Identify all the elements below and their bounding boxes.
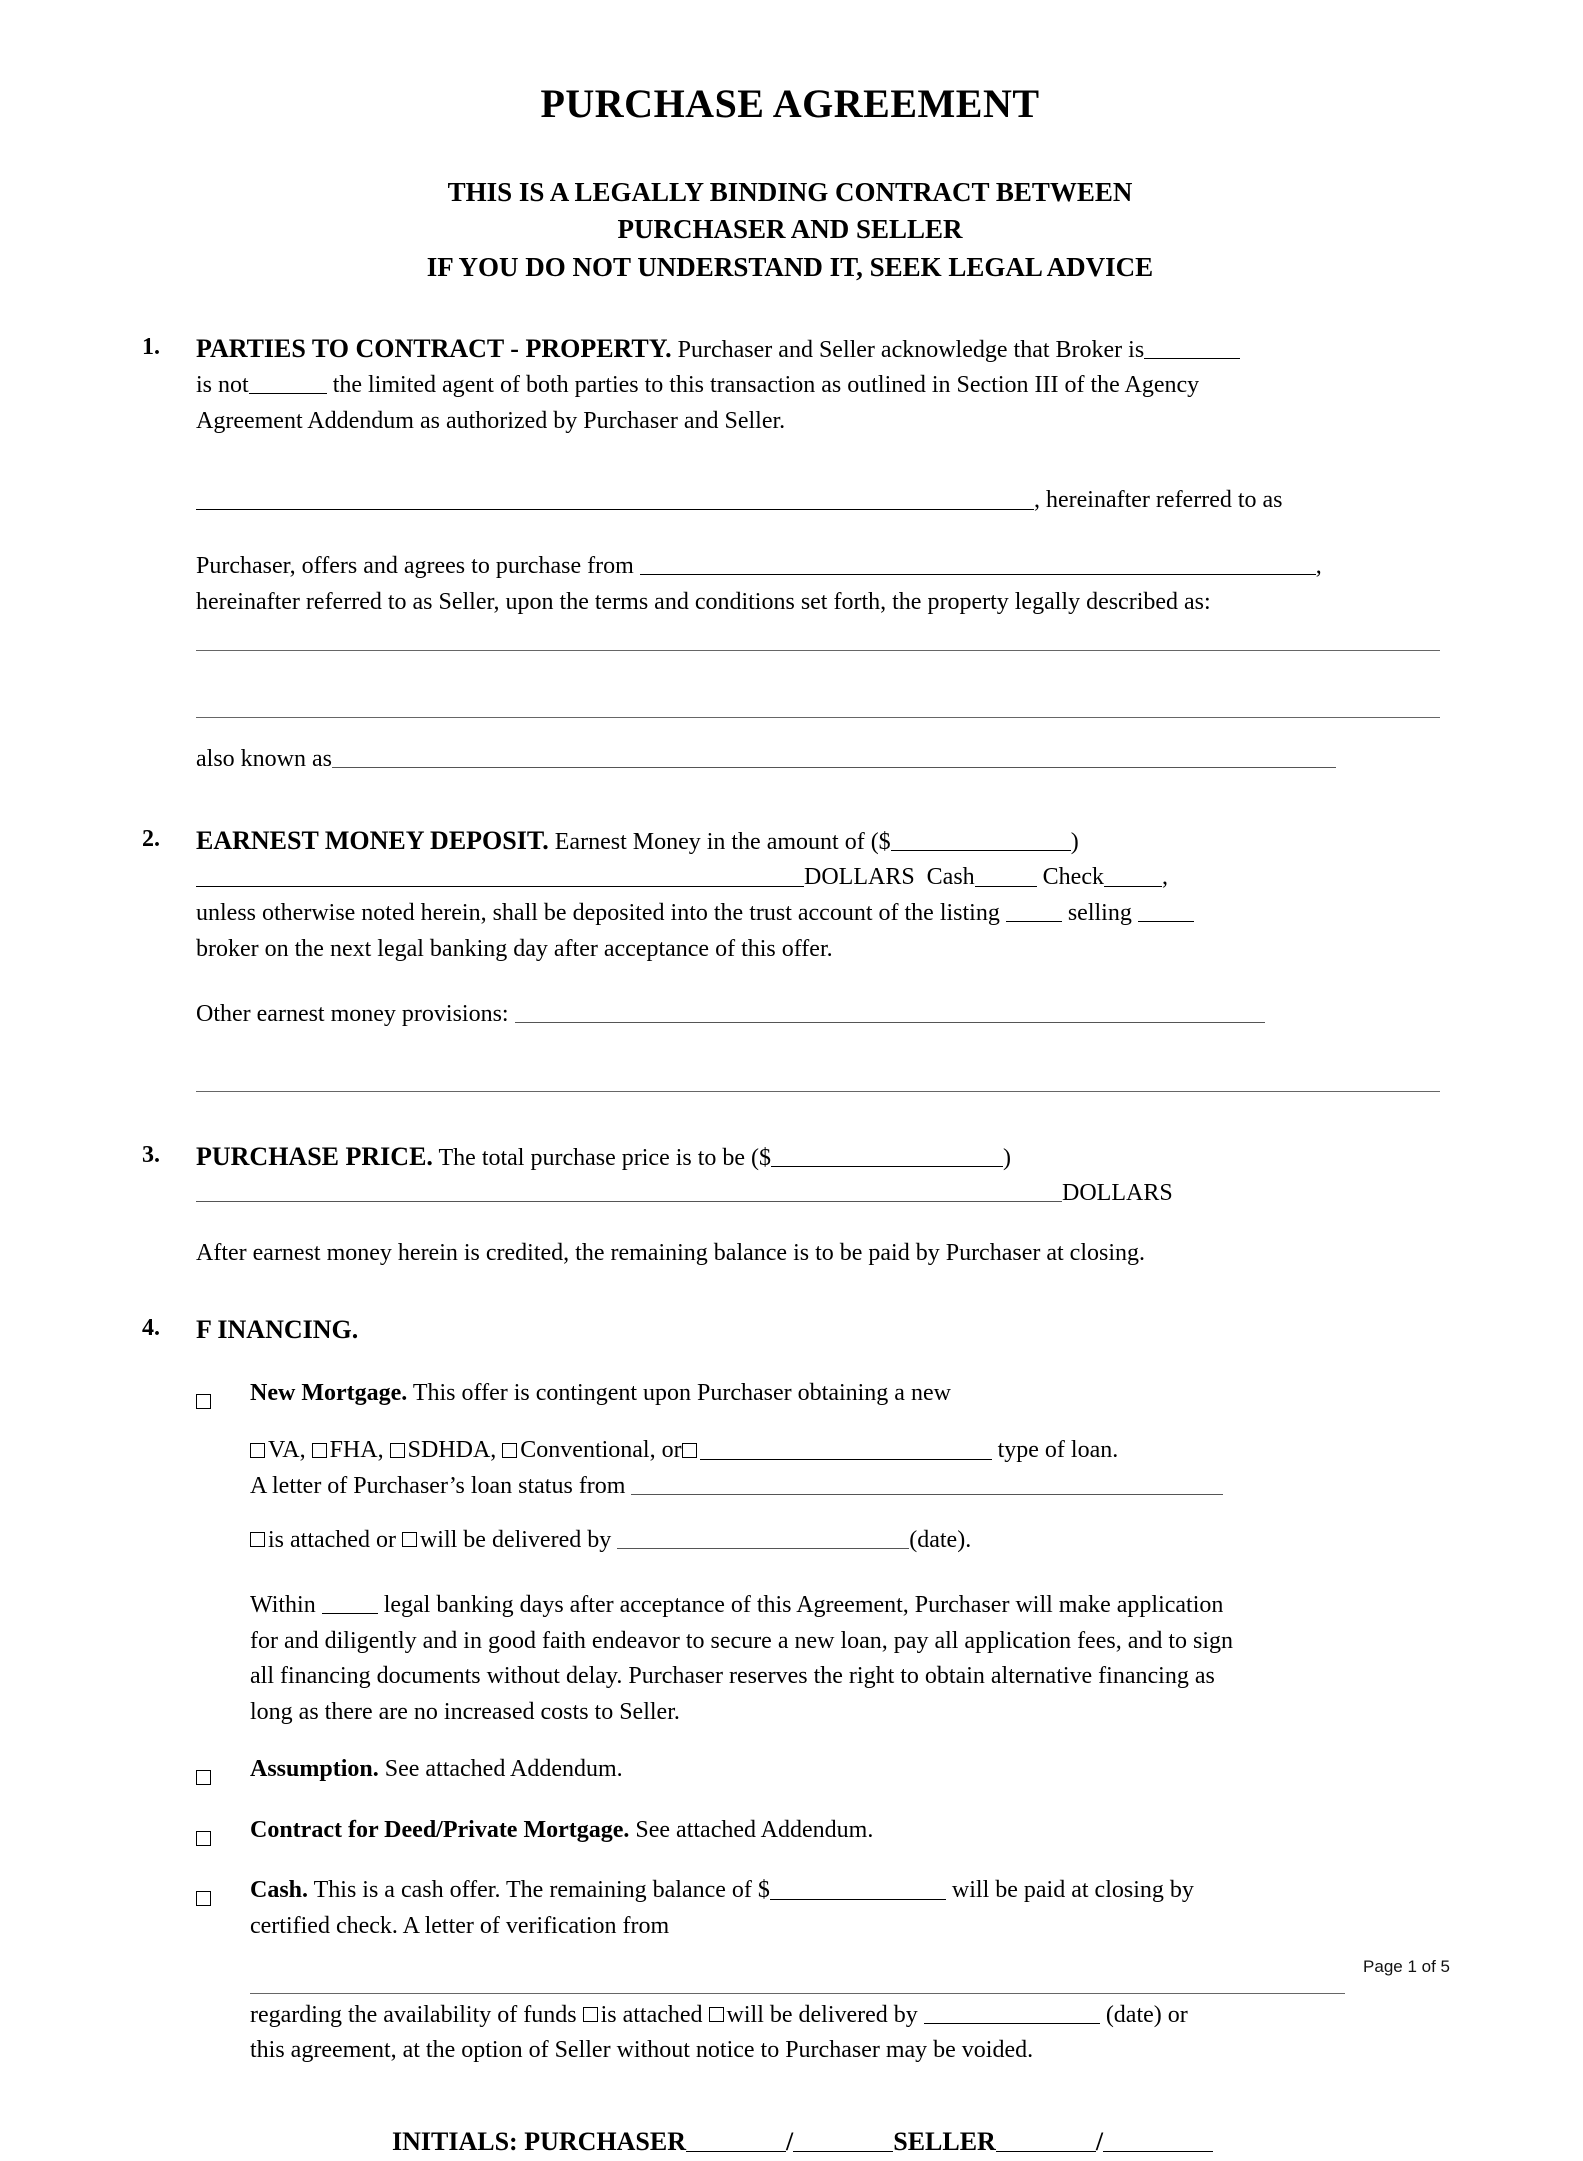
cash-label: Cash. <box>250 1877 309 1904</box>
selling-blank[interactable] <box>1138 896 1194 922</box>
type-of-loan-label: type of loan. <box>997 1437 1119 1464</box>
clause-1-heading: PARTIES TO CONTRACT - PROPERTY. <box>196 333 672 363</box>
cash-line-2: certified check. A letter of verification from <box>250 1913 670 1940</box>
listing-blank[interactable] <box>1006 896 1062 922</box>
letter-date-label: (date). <box>909 1526 972 1553</box>
funds-date-label: (date) or <box>1105 2001 1188 2028</box>
purchase-price-blank[interactable] <box>771 1141 1003 1167</box>
financing-para-line-3: all financing documents without delay. Purchaser reserves the right to obtain alternative financing as <box>250 1663 1215 1690</box>
cash-line-3 <box>250 1998 1440 2034</box>
other-provisions-line-2[interactable] <box>196 1091 1440 1092</box>
purchase-price-label: The total purchase price is to be ($ <box>438 1144 772 1171</box>
clause-1-line-2 <box>196 368 1440 404</box>
earnest-trailing-comma: , <box>1161 864 1168 891</box>
unless-otherwise-label: unless otherwise noted herein, shall be deposited into the trust account of the listing <box>196 900 1000 927</box>
new-mortgage-line-1 <box>250 1376 1440 1412</box>
checkbox-icon-fha[interactable] <box>312 1443 327 1458</box>
clause-1-line-3: Agreement Addendum as authorized by Purchaser and Seller. <box>196 407 786 434</box>
other-provisions-blank[interactable] <box>515 998 1265 1023</box>
clause-4-heading: F INANCING. <box>196 1315 359 1345</box>
clause-1-text-2: the limited agent of both parties to this transaction as outlined in Section III of the Agency <box>332 372 1200 399</box>
subtitle-line-2: PURCHASER AND SELLER <box>617 214 963 245</box>
new-mortgage-text: This offer is contingent upon Purchaser obtaining a new <box>412 1379 951 1406</box>
assumption-text: See attached Addendum. <box>384 1756 623 1783</box>
checkbox-icon-letter-attached[interactable] <box>250 1532 265 1547</box>
loan-option-conventional: Conventional, <box>520 1437 656 1464</box>
cash-text-2: will be paid at closing by <box>951 1877 1194 1904</box>
clause-4-heading-line <box>196 1311 1440 1350</box>
earnest-close-paren: ) <box>1070 828 1079 855</box>
regarding-funds-label: regarding the availability of funds <box>250 2001 577 2028</box>
also-known-as-line <box>196 742 1440 778</box>
cash-label: Cash <box>926 864 975 891</box>
contract-for-deed-line <box>250 1813 1440 1849</box>
initials-seller-label: SELLER <box>893 2126 996 2156</box>
purchaser-name-blank[interactable] <box>196 483 1034 509</box>
financing-option-assumption[interactable] <box>196 1752 1440 1797</box>
cash-line-1 <box>250 1873 1440 1909</box>
selling-label: selling <box>1067 900 1132 927</box>
contract-for-deed-text: See attached Addendum. <box>635 1816 874 1843</box>
clause-4-body <box>196 1311 1440 2161</box>
checkbox-icon-letter-delivered[interactable] <box>402 1532 417 1547</box>
within-days-blank[interactable] <box>322 1588 378 1614</box>
check-label: Check <box>1042 864 1104 891</box>
loan-option-va: VA, <box>268 1437 306 1464</box>
funds-date-blank[interactable] <box>924 1998 1100 2024</box>
hereinafter-label: , hereinafter referred to as <box>1034 487 1283 514</box>
financing-option-contract-for-deed[interactable] <box>196 1813 1440 1858</box>
loan-status-blank[interactable] <box>631 1470 1223 1495</box>
cash-body <box>250 1873 1440 2068</box>
new-mortgage-body <box>250 1376 1440 1731</box>
cash-checkbox-cell[interactable] <box>196 1873 250 1918</box>
is-not-blank[interactable] <box>249 368 327 394</box>
clause-1 <box>140 330 1440 778</box>
cash-line-4: this agreement, at the option of Seller without notice to Purchaser may be voided. <box>250 2037 1034 2064</box>
subtitle-line-3: IF YOU DO NOT UNDERSTAND IT, SEEK LEGAL ADVICE <box>426 251 1154 282</box>
cash-text-1: This is a cash offer. The remaining balance of $ <box>313 1877 770 1904</box>
contract-for-deed-checkbox-cell[interactable] <box>196 1813 250 1858</box>
initials-purchaser-label: INITIALS: PURCHASER <box>392 2126 686 2156</box>
checkbox-icon-conventional[interactable] <box>502 1443 517 1458</box>
loan-status-letter-line <box>250 1469 1440 1505</box>
within-days-line <box>250 1588 1440 1624</box>
financing-option-new-mortgage[interactable] <box>196 1376 1440 1731</box>
purchaser-offers-label: Purchaser, offers and agrees to purchase from <box>196 553 634 580</box>
clause-2-line-4: broker on the next legal banking day after acceptance of this offer. <box>196 935 833 962</box>
seller-name-comma: , <box>1315 553 1322 580</box>
seller-initial-2-blank[interactable] <box>1103 2124 1213 2152</box>
financing-option-cash[interactable] <box>196 1873 1440 2068</box>
checkbox-icon-funds-attached[interactable] <box>583 2007 598 2022</box>
clause-2-line-3 <box>196 896 1440 932</box>
letter-delivery-date-blank[interactable] <box>617 1524 909 1549</box>
checkbox-icon[interactable] <box>196 1394 211 1409</box>
letter-attached-label: is attached or <box>268 1526 396 1553</box>
broker-is-blank[interactable] <box>1144 333 1240 359</box>
checkbox-icon-sdhda[interactable] <box>390 1443 405 1458</box>
seller-name-blank[interactable] <box>640 549 1316 575</box>
letter-delivered-label: will be delivered by <box>419 1526 612 1553</box>
initials-slash-2: / <box>1095 2126 1104 2156</box>
loan-option-fha: FHA, <box>329 1437 384 1464</box>
checkbox-icon-va[interactable] <box>250 1443 265 1458</box>
clause-3-body <box>196 1138 1440 1272</box>
clause-1-number: 1. <box>142 333 160 360</box>
clause-2-heading: EARNEST MONEY DEPOSIT. <box>196 825 549 855</box>
loan-option-or: or <box>661 1437 682 1464</box>
legal-description-line-1[interactable] <box>196 650 1440 651</box>
financing-para-line-4: long as there are no increased costs to Seller. <box>250 1698 680 1725</box>
other-loan-type-blank[interactable] <box>700 1433 992 1459</box>
contract-for-deed-body <box>250 1813 1440 1849</box>
clause-4 <box>140 1311 1440 2161</box>
purchase-price-dollars: DOLLARS <box>1062 1180 1173 1207</box>
clause-2-body <box>196 822 1440 1092</box>
clause-1-seller-terms: hereinafter referred to as Seller, upon the terms and conditions set forth, the property legally described as: <box>196 588 1211 615</box>
clause-1-text-1: Purchaser and Seller acknowledge that Broker is <box>677 336 1145 363</box>
clause-3 <box>140 1138 1440 1272</box>
within-label: Within <box>250 1592 316 1619</box>
verification-source-blank[interactable] <box>250 1993 1345 1994</box>
clause-3-line-3: After earnest money herein is credited, the remaining balance is to be paid by Purchaser at closing. <box>196 1239 1145 1266</box>
clause-1-purchase-from-line <box>196 549 1440 585</box>
clause-2 <box>140 822 1440 1092</box>
financing-para-line-2: for and diligently and in good faith endeavor to secure a new loan, pay all application fees, and to sign <box>250 1627 1234 1654</box>
assumption-body <box>250 1752 1440 1788</box>
clause-4-number: 4. <box>142 1315 160 1342</box>
checkbox-icon[interactable] <box>196 1770 211 1785</box>
initials-slash-1: / <box>786 2126 794 2156</box>
new-mortgage-checkbox-cell[interactable] <box>196 1376 250 1421</box>
clause-3-line-2 <box>196 1176 1440 1212</box>
other-provisions-line <box>196 997 1440 1033</box>
page-footer: Page 1 of 5 <box>1363 1957 1450 1976</box>
loan-letter-delivery-line <box>250 1523 1440 1559</box>
clause-3-number: 3. <box>142 1141 160 1168</box>
clause-3-line-1 <box>196 1138 1440 1177</box>
checkbox-icon[interactable] <box>196 1831 211 1846</box>
new-mortgage-label: New Mortgage. <box>250 1379 408 1406</box>
clause-3-heading: PURCHASE PRICE. <box>196 1141 433 1171</box>
loan-status-label: A letter of Purchaser’s loan status from <box>250 1473 626 1500</box>
earnest-amount-label: Earnest Money in the amount of ($ <box>554 828 891 855</box>
initials-row <box>196 2123 1440 2161</box>
clause-1-purchaser-name-line <box>196 483 1440 519</box>
document-content <box>140 0 1440 2161</box>
loan-type-options-line <box>250 1433 1440 1469</box>
clause-1-isnot-label: is not <box>196 372 249 399</box>
earnest-words-blank[interactable] <box>196 860 804 886</box>
seller-initial-1-blank[interactable] <box>996 2124 1096 2152</box>
contract-for-deed-label: Contract for Deed/Private Mortgage. <box>250 1816 630 1843</box>
purchase-price-words-blank[interactable] <box>196 1177 1062 1202</box>
cash-blank[interactable] <box>975 860 1037 886</box>
checkbox-icon[interactable] <box>196 1891 211 1906</box>
subtitle-line-1: THIS IS A LEGALLY BINDING CONTRACT BETWEEN <box>447 177 1133 207</box>
also-known-as-blank[interactable] <box>332 743 1336 768</box>
legal-description-line-2[interactable] <box>196 717 1440 718</box>
clause-1-line-1 <box>196 330 1440 369</box>
assumption-checkbox-cell[interactable] <box>196 1752 250 1797</box>
checkbox-icon-other-loan[interactable] <box>682 1443 697 1458</box>
clause-2-line-1 <box>196 822 1440 861</box>
also-known-as-label: also known as <box>196 746 332 773</box>
purchase-price-close-paren: ) <box>1003 1144 1012 1171</box>
assumption-line <box>250 1752 1440 1788</box>
cash-balance-blank[interactable] <box>770 1873 946 1899</box>
loan-option-sdhda: SDHDA, <box>407 1437 497 1464</box>
assumption-label: Assumption. <box>250 1756 379 1783</box>
purchaser-initial-1-blank[interactable] <box>686 2124 786 2152</box>
other-provisions-label: Other earnest money provisions: <box>196 1001 509 1028</box>
page-title: PURCHASE AGREEMENT <box>540 81 1040 126</box>
funds-delivered-label: will be delivered by <box>726 2001 918 2028</box>
clause-2-number: 2. <box>142 825 160 852</box>
within-rest-label: legal banking days after acceptance of this Agreement, Purchaser will make application <box>383 1592 1224 1619</box>
earnest-dollars-label: DOLLARS <box>804 864 915 891</box>
document-subtitle <box>140 174 1440 286</box>
funds-attached-label: is attached <box>600 2001 703 2028</box>
purchaser-initial-2-blank[interactable] <box>793 2124 893 2152</box>
check-blank[interactable] <box>1104 860 1162 886</box>
earnest-amount-blank[interactable] <box>891 825 1071 851</box>
checkbox-icon-funds-delivered[interactable] <box>709 2007 724 2022</box>
clause-1-body <box>196 330 1440 778</box>
clause-2-line-2 <box>196 860 1440 896</box>
